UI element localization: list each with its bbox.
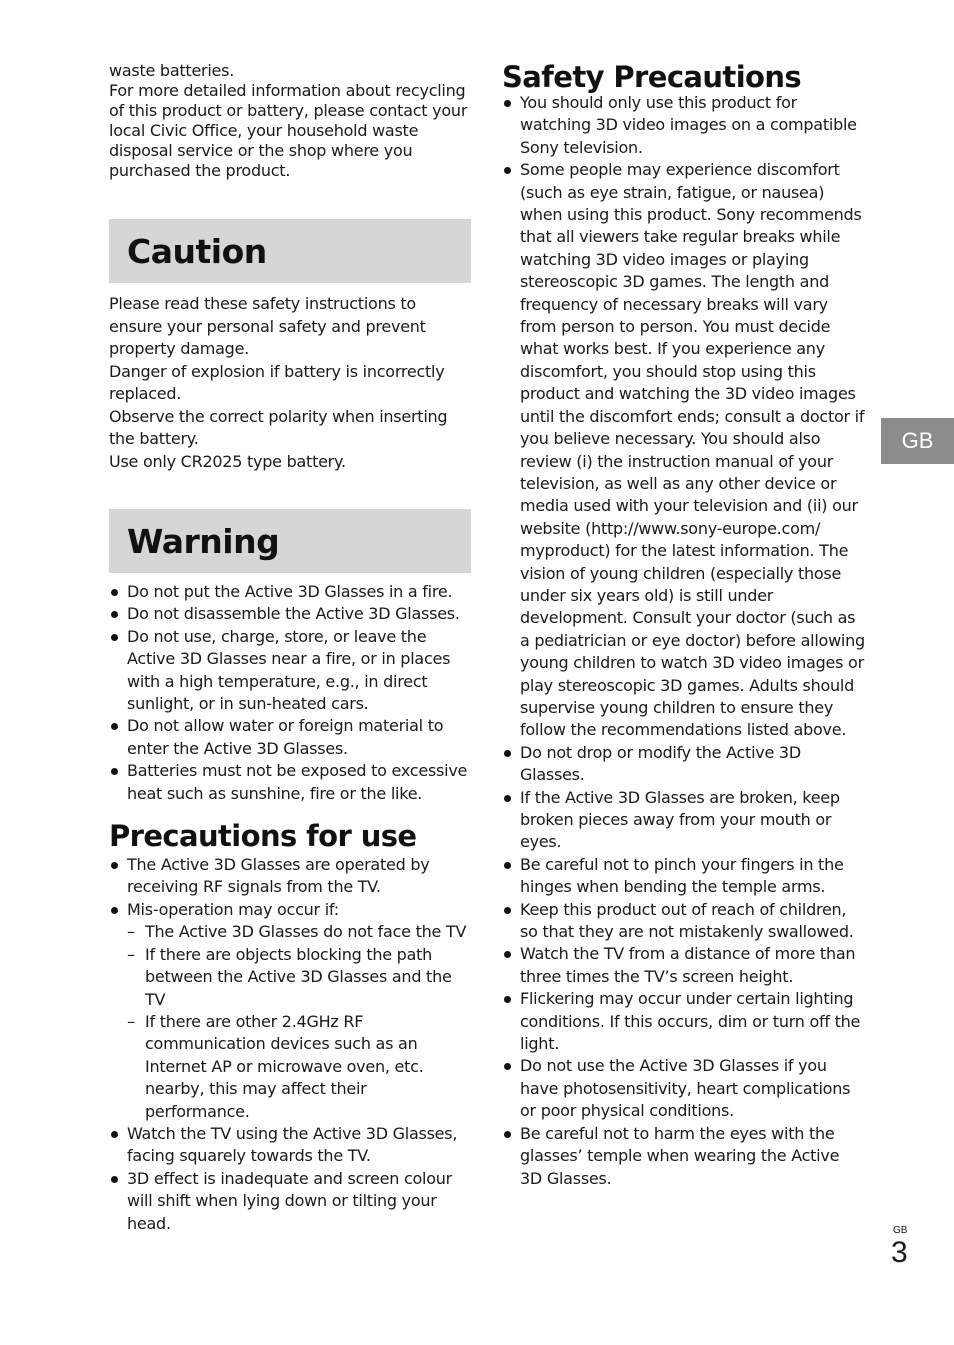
precautions-list: [109, 854, 471, 1235]
warning-title: Warning: [127, 521, 280, 561]
caution-paragraph: Use only CR2025 type battery.: [109, 451, 346, 471]
safety-item: Do not use the Active 3D Glasses if you have photosensitivity, heart complications or poor physical conditions.: [502, 1055, 866, 1122]
page-number: 3: [891, 1236, 908, 1269]
intro-line: waste batteries.: [109, 61, 235, 80]
caution-paragraph: Danger of explosion if battery is incorrectly replaced.: [109, 361, 445, 403]
caution-paragraph: Please read these safety instructions to ensure your personal safety and prevent property damage.: [109, 294, 426, 358]
safety-item: Some people may experience discomfort (such as eye strain, fatigue, or nausea) when using this product. Sony recommends that all viewers take regular breaks while watching 3D video images or playing stereoscopic 3D games. The length and frequency of necessary breaks will vary from person to person. You must decide what works best. If you experience any discomfort, you should stop using this product and watching the 3D video images until the discomfort ends; consult a doctor if you believe necessary. You should also review (i) the instruction manual of your television, as well as any other device or media used with your television and (ii) our website (http://www.sony-europe.com/ myproduct) for the latest information. The vision of young children (especially those under six years old) is still under development. Consult your doctor (such as a pediatrician or eye doctor) before allowing young children to watch 3D video images or play stereoscopic 3D games. Adults should supervise young children to ensure they follow the recommendations listed above.: [502, 159, 866, 742]
safety-item: Be careful not to pinch your fingers in the hinges when bending the temple arms.: [502, 854, 866, 899]
precautions-item: The Active 3D Glasses are operated by receiving RF signals from the TV.: [109, 854, 471, 899]
page-language-label: GB: [893, 1225, 908, 1236]
safety-item: If the Active 3D Glasses are broken, keep broken pieces away from your mouth or eyes.: [502, 787, 866, 854]
precautions-item: [109, 899, 471, 1123]
safety-title: Safety Precautions: [502, 60, 802, 94]
caution-title: Caution: [127, 231, 267, 271]
safety-list: [502, 92, 866, 1190]
misoperation-subitem: – If there are other 2.4GHz RF communication devices such as an Internet AP or microwave oven, etc. nearby, this may affect their performance.: [127, 1011, 471, 1123]
warning-item: Do not use, charge, store, or leave the Active 3D Glasses near a fire, or in places with a high temperature, e.g., in direct sunlight, or in sun-heated cars.: [109, 626, 471, 716]
intro-line: For more detailed information about recycling of this product or battery, please contact your local Civic Office, your household waste disposal service or the shop where you purchased the product.: [109, 81, 468, 180]
warning-item: Batteries must not be exposed to excessive heat such as sunshine, fire or the like.: [109, 760, 471, 805]
warning-item: Do not disassemble the Active 3D Glasses.: [109, 603, 471, 625]
precautions-title: Precautions for use: [109, 819, 417, 854]
right-column: [502, 59, 866, 1190]
safety-item: Keep this product out of reach of children, so that they are not mistakenly swallowed.: [502, 899, 866, 944]
misoperation-subitem: – If there are objects blocking the path between the Active 3D Glasses and the TV: [127, 944, 471, 1011]
safety-item: Be careful not to harm the eyes with the glasses’ temple when wearing the Active 3D Glasses.: [502, 1123, 866, 1190]
safety-item: Flickering may occur under certain lighting conditions. If this occurs, dim or turn off the light.: [502, 988, 866, 1055]
safety-item: You should only use this product for watching 3D video images on a compatible Sony television.: [502, 92, 866, 159]
warning-list: [109, 581, 471, 805]
caution-heading-box: [109, 219, 471, 283]
warning-heading-box: [109, 509, 471, 573]
language-tab: GB: [881, 418, 954, 464]
intro-text: [109, 61, 471, 181]
safety-item: Watch the TV from a distance of more than three times the TV’s screen height.: [502, 943, 866, 988]
precautions-item: 3D effect is inadequate and screen colour will shift when lying down or tilting your head.: [109, 1168, 471, 1235]
precautions-item: Watch the TV using the Active 3D Glasses, facing squarely towards the TV.: [109, 1123, 471, 1168]
misoperation-subitem: – The Active 3D Glasses do not face the TV: [127, 921, 471, 943]
caution-paragraph: Observe the correct polarity when inserting the battery.: [109, 406, 448, 448]
safety-item: Do not drop or modify the Active 3D Glasses.: [502, 742, 866, 787]
warning-item: Do not allow water or foreign material to enter the Active 3D Glasses.: [109, 715, 471, 760]
caution-body: [109, 293, 471, 473]
misoperation-sublist: [127, 921, 471, 1123]
precautions-item-text: Mis-operation may occur if:: [127, 899, 339, 919]
warning-item: Do not put the Active 3D Glasses in a fire.: [109, 581, 471, 603]
left-column: [109, 61, 471, 1235]
